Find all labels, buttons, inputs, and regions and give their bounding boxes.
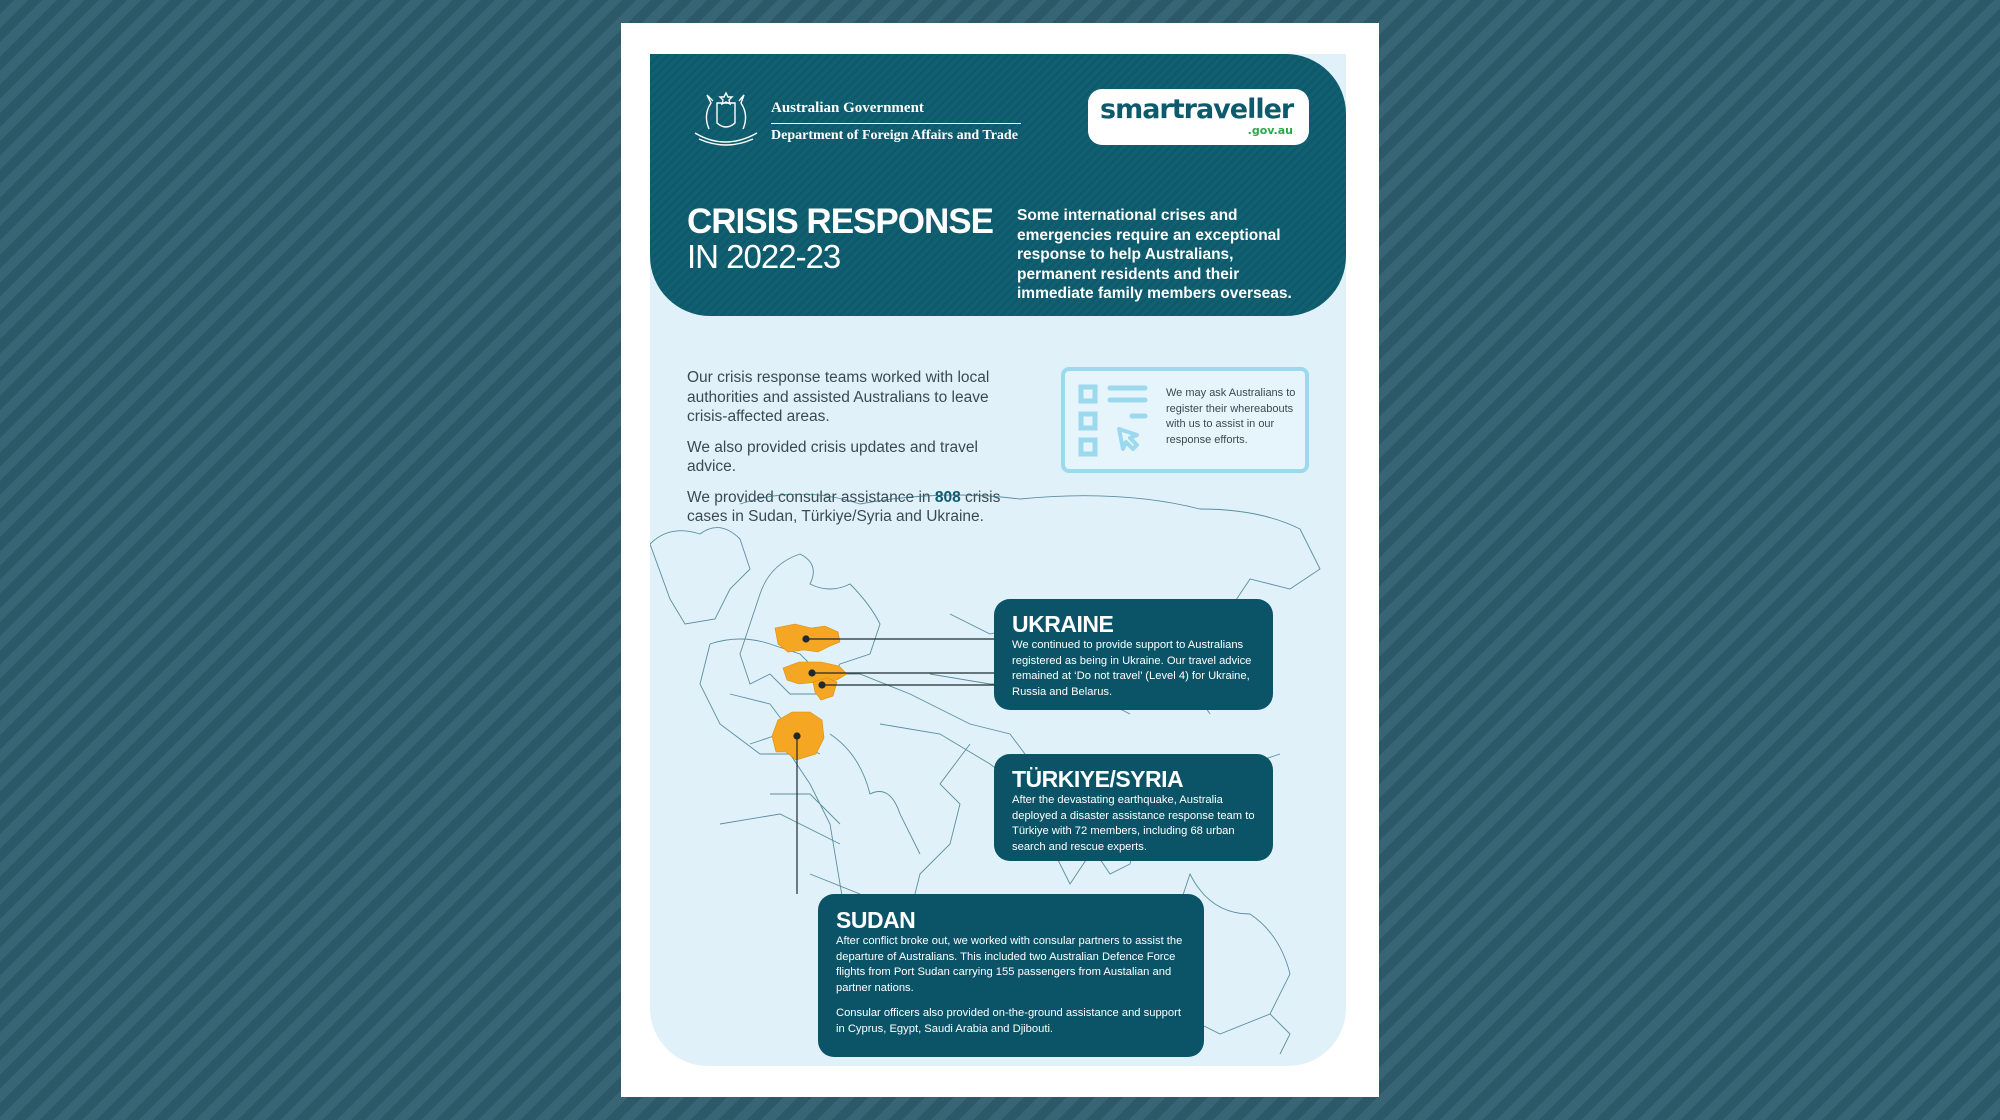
intro-text: Some international crises and emergencies require an exceptional response to help Australians, permanent residents and their immediate family members overseas. bbox=[1017, 207, 1292, 302]
turkiye-syria-card bbox=[994, 754, 1273, 861]
brand-word: smartraveller bbox=[1100, 94, 1294, 125]
syria-shape bbox=[813, 678, 837, 700]
sudan-card bbox=[818, 894, 1204, 1057]
text: We provided consular assistance in bbox=[687, 488, 935, 506]
government-wordmark bbox=[771, 100, 1021, 144]
crisis-case-count: 808 bbox=[934, 488, 961, 506]
ukraine-card bbox=[994, 599, 1273, 710]
card-text: After conflict broke out, we worked with consular partners to assist the departure of Australians. This included two Australian Defence Force flights from Port Sudan carrying 155 passengers from Austalian and partner nations. bbox=[836, 935, 1183, 994]
coat-of-arms-icon bbox=[687, 89, 765, 151]
card-text: Consular officers also provided on-the-ground assistance and support in Cyprus, Egypt, Saudi Arabia and Djibouti. bbox=[836, 1007, 1181, 1035]
poster bbox=[621, 23, 1379, 1097]
card-text: After the devastating earthquake, Australia deployed a disaster assistance response team to Türkiye with 72 members, including 68 urban search and rescue experts. bbox=[1012, 794, 1255, 853]
page-subtitle: IN 2022-23 bbox=[687, 238, 841, 275]
card-title: SUDAN bbox=[836, 907, 916, 933]
gov-line2: Department of Foreign Affairs and Trade bbox=[771, 128, 1018, 143]
text: crisis cases in Sudan, Türkiye/Syria and Ukraine. bbox=[687, 488, 1001, 525]
page-title: CRISIS RESPONSE bbox=[687, 202, 993, 241]
brand-domain: .gov.au bbox=[1247, 124, 1293, 137]
header-banner bbox=[650, 54, 1346, 316]
register-info-box bbox=[1061, 367, 1309, 473]
card-text: We continued to provide support to Australians registered as being in Ukraine. Our travel advice remained at ‘Do not travel’ (Level 4) for Ukraine, Russia and Belarus. bbox=[1012, 639, 1252, 698]
register-info-text: We may ask Australians to register their whereabouts with us to assist in our response efforts. bbox=[1166, 387, 1296, 446]
card-title: UKRAINE bbox=[1012, 611, 1114, 637]
body-paragraph: Our crisis response teams worked with local authorities and assisted Australians to leave crisis-affected areas. bbox=[687, 369, 990, 425]
body-paragraph: We also provided crisis updates and travel advice. bbox=[687, 438, 978, 475]
gov-line1: Australian Government bbox=[771, 100, 1021, 124]
checklist-cursor-icon bbox=[1077, 383, 1157, 459]
smartraveller-logo bbox=[1088, 89, 1309, 145]
card-title: TÜRKIYE/SYRIA bbox=[1012, 766, 1184, 792]
poster-panel bbox=[650, 54, 1346, 1066]
